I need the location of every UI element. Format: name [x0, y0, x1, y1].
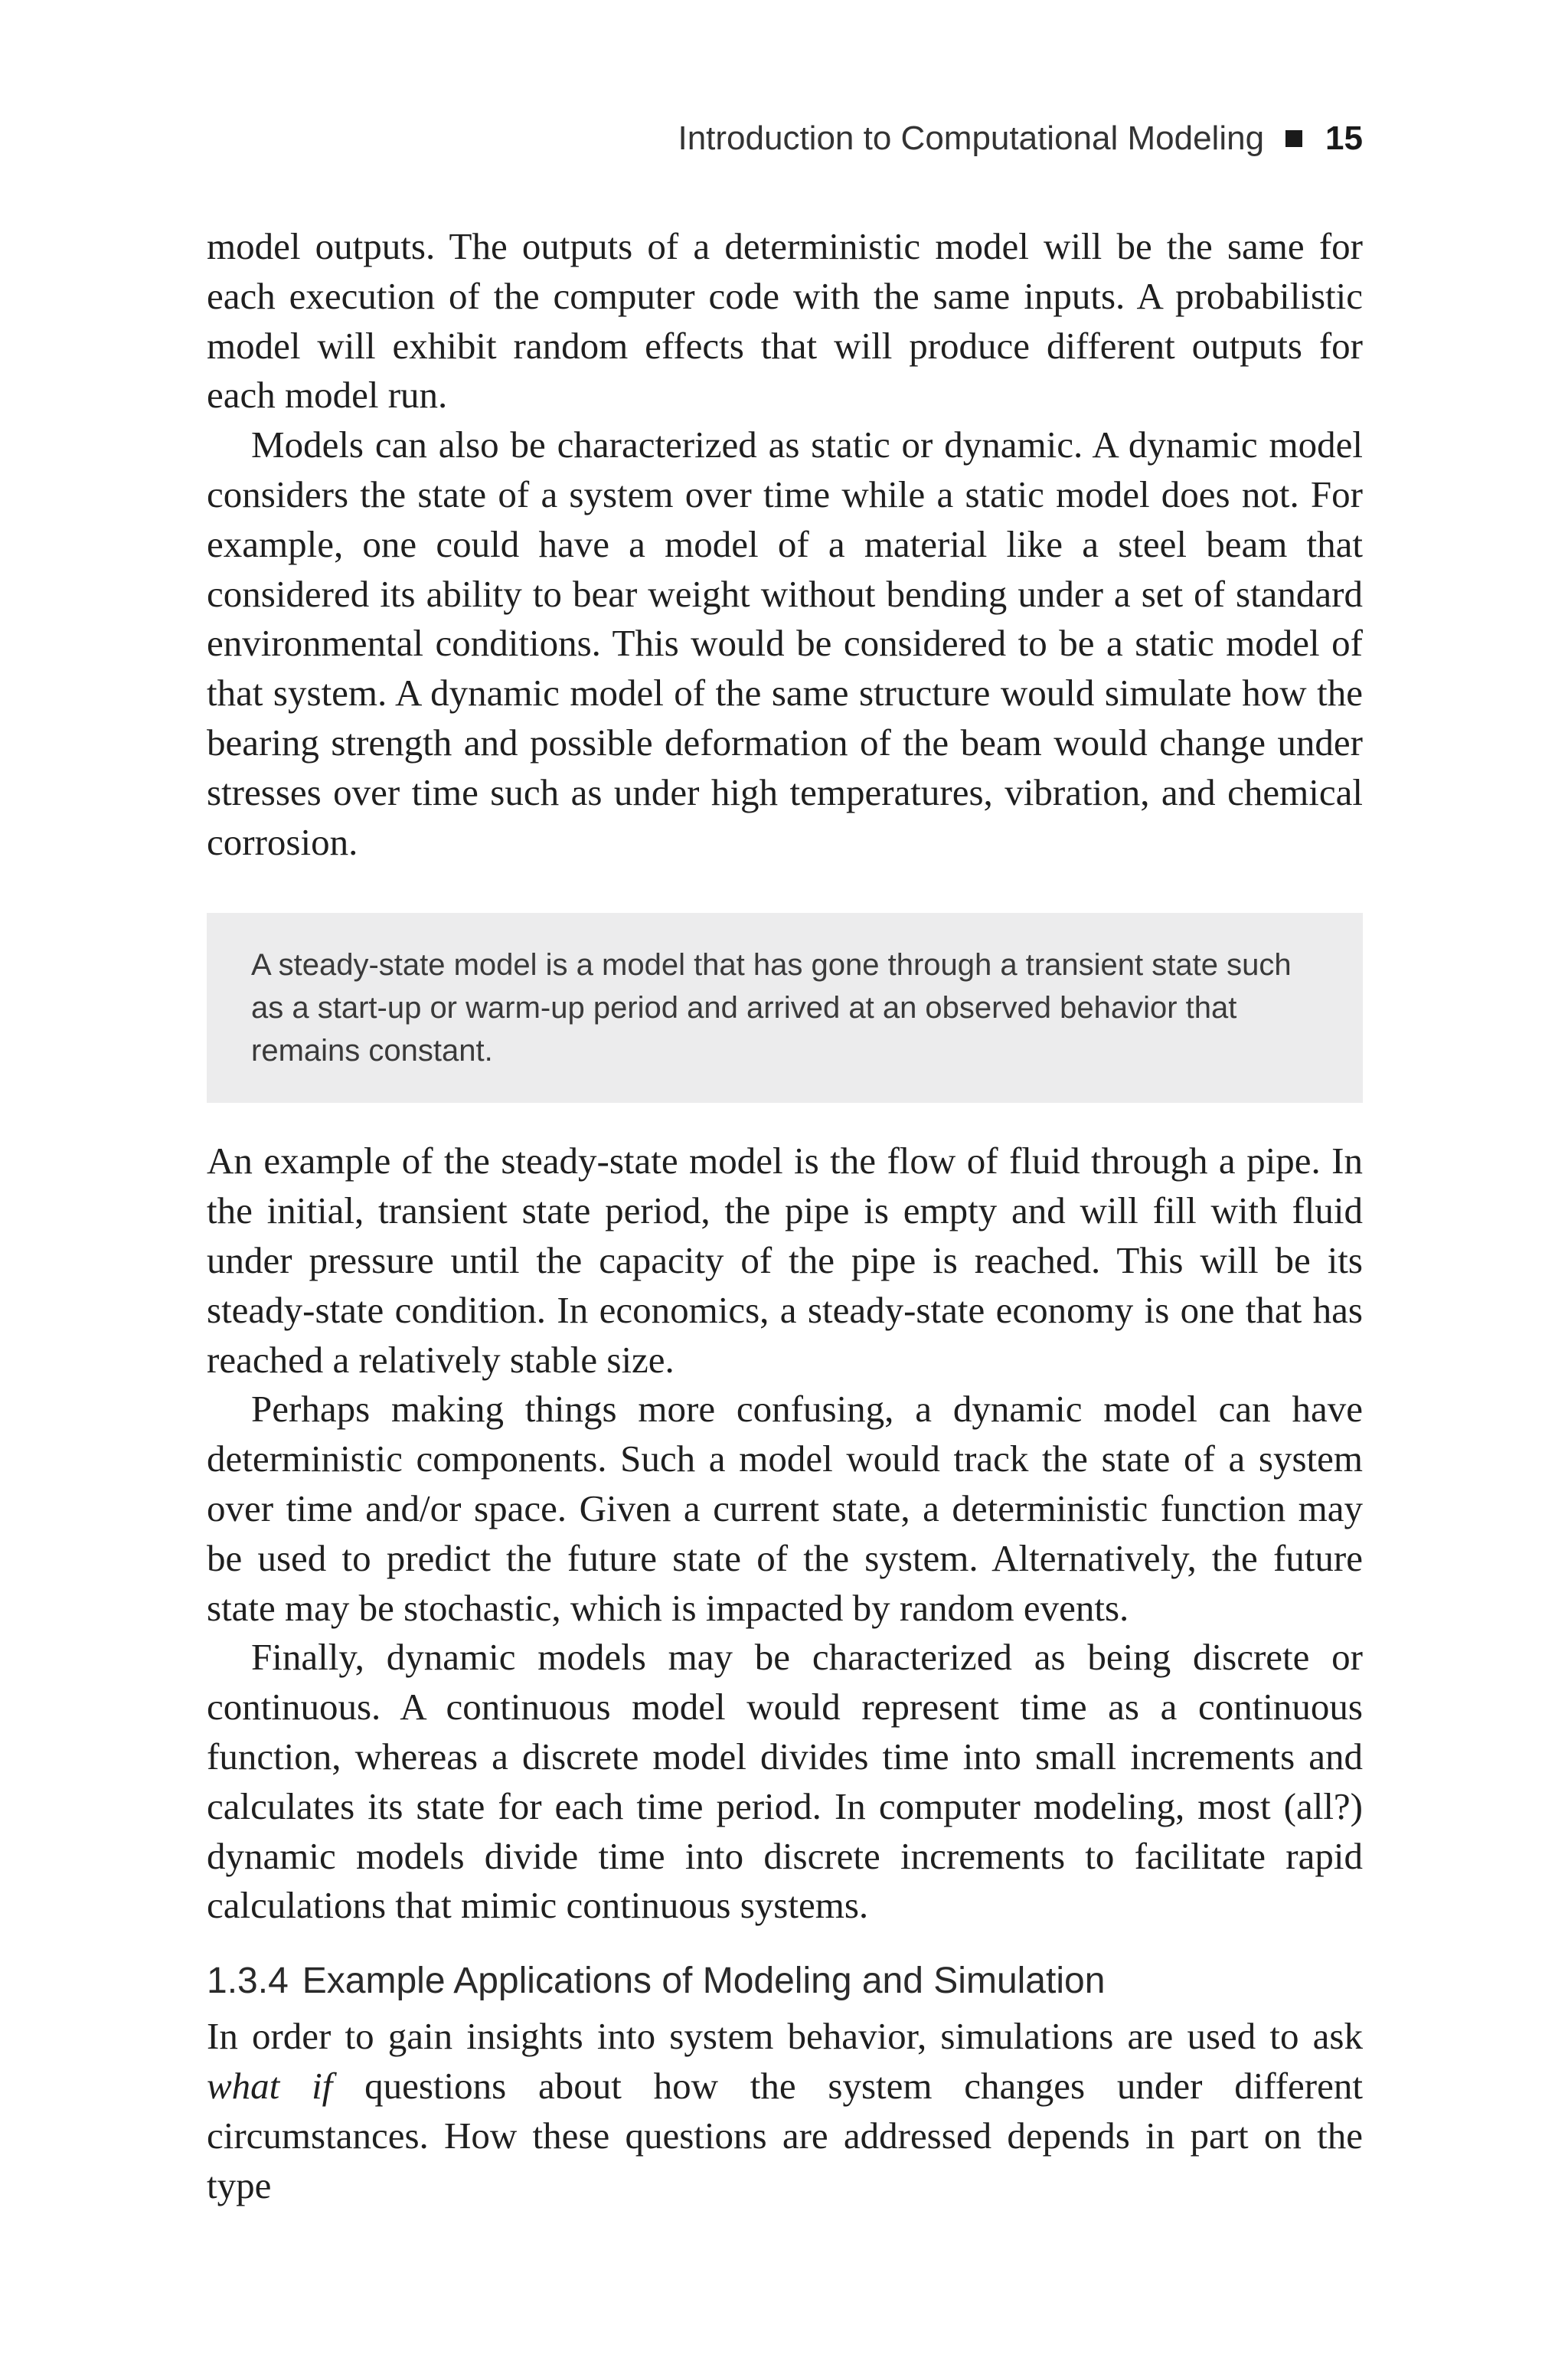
- section-number: 1.3.4: [207, 1961, 289, 2002]
- body-text: [207, 222, 1363, 2210]
- paragraph-applications-start: In order to gain insights into system behavior, simulations are used to ask: [207, 2015, 1363, 2058]
- paragraph-applications-end: questions about how the system changes under different circumstances. How these questions are addressed depends in part on the type: [207, 2064, 1363, 2206]
- running-title: Introduction to Computational Modeling: [678, 119, 1265, 157]
- section-heading: [207, 1957, 1363, 2006]
- running-head: [678, 119, 1363, 158]
- section-title: Example Applications of Modeling and Simulation: [302, 1961, 1106, 2002]
- paragraph-deterministic-components: Perhaps making things more confusing, a dynamic model can have deterministic components. Such a model would track the state of a system over time and/or space. Given a current state, a deterministic function may be used to predict the future state of the system. Alternatively, the future state may be stochastic, which is impacted by random events.: [207, 1388, 1363, 1629]
- paragraph-discrete-continuous: Finally, dynamic models may be characterized as being discrete or continuous. A continuous model would represent time as a continuous function, whereas a discrete model divides time into small increments and calculates its state for each time period. In computer modeling, most (all?) dynamic models divide time into discrete increments to facilitate rapid calculations that mimic continuous systems.: [207, 1636, 1363, 1927]
- paragraph-steady-state-example: An example of the steady-state model is the flow of fluid through a pipe. In the initial, transient state period, the pipe is empty and will fill with fluid under pressure until the capacity of the pipe is reached. This will be its steady-state condition. In economics, a steady-state economy is one that has reached a relatively stable size.: [207, 1140, 1363, 1381]
- page-number: 15: [1325, 119, 1363, 157]
- paragraph-applications: [207, 2012, 1363, 2210]
- callout-text: A steady-state model is a model that has gone through a transient state such as a start-up or warm-up period and arrived at an observed behavior that remains constant.: [251, 948, 1292, 1068]
- square-bullet-icon: [1285, 130, 1302, 147]
- italic-what-if: what if: [207, 2064, 333, 2107]
- paragraph-model-outputs: model outputs. The outputs of a deterministic model will be the same for each execution of the computer code with the same inputs. A probabilistic model will exhibit random effects that will produce different outputs for each model run.: [207, 225, 1363, 417]
- definition-callout: [207, 913, 1363, 1103]
- paragraph-static-dynamic: Models can also be characterized as static or dynamic. A dynamic model considers the state of a system over time while a static model does not. For example, one could have a model of a material like a steel beam that considered its ability to bear weight without bending under a set of standard environmental conditions. This would be considered to be a static model of that system. A dynamic model of the same structure would simulate how the bearing strength and possible deformation of the beam would change under stresses over time such as under high temperatures, vibration, and chemical corrosion.: [207, 424, 1363, 863]
